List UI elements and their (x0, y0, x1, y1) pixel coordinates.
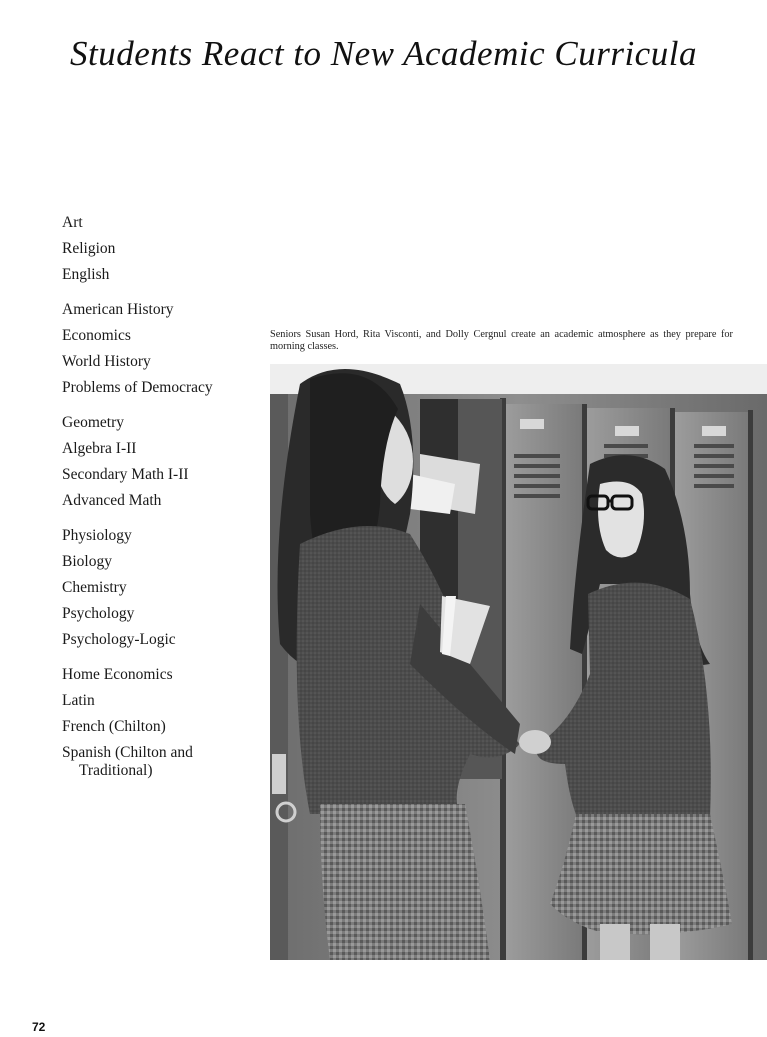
subject-item: French (Chilton) (62, 718, 166, 735)
subject-item: Biology (62, 553, 112, 570)
subject-item: English (62, 266, 110, 283)
subject-item: Advanced Math (62, 492, 162, 509)
subject-group-general (62, 210, 262, 288)
subject-item: Problems of Democracy (62, 379, 213, 396)
page-title: Students React to New Academic Curricula (70, 34, 697, 73)
subject-item: World History (62, 353, 151, 370)
subject-item: Latin (62, 692, 95, 709)
subject-item: American History (62, 301, 174, 318)
subject-item: Physiology (62, 527, 132, 544)
subject-item: Algebra I-II (62, 440, 137, 457)
subject-group-mathematics (62, 410, 262, 514)
subject-item: Economics (62, 327, 131, 344)
photo-students-at-lockers (270, 364, 767, 960)
subject-item: Art (62, 214, 83, 231)
subject-list (62, 210, 262, 789)
subject-group-science (62, 523, 262, 653)
page-number: 72 (32, 1020, 46, 1034)
subject-item: Spanish (Chilton and Traditional) (62, 744, 193, 779)
subject-group-languages (62, 662, 262, 780)
subject-item: Home Economics (62, 666, 173, 683)
subject-group-social-studies (62, 297, 262, 401)
subject-item: Geometry (62, 414, 124, 431)
photo-caption: Seniors Susan Hord, Rita Visconti, and Dolly Cergnul create an academic atmosphere as they prepare for morning classes. (270, 329, 733, 352)
subject-item: Chemistry (62, 579, 127, 596)
subject-item: Psychology-Logic (62, 631, 176, 648)
subject-item: Psychology (62, 605, 135, 622)
subject-item: Secondary Math I-II (62, 466, 189, 483)
subject-item: Religion (62, 240, 116, 257)
